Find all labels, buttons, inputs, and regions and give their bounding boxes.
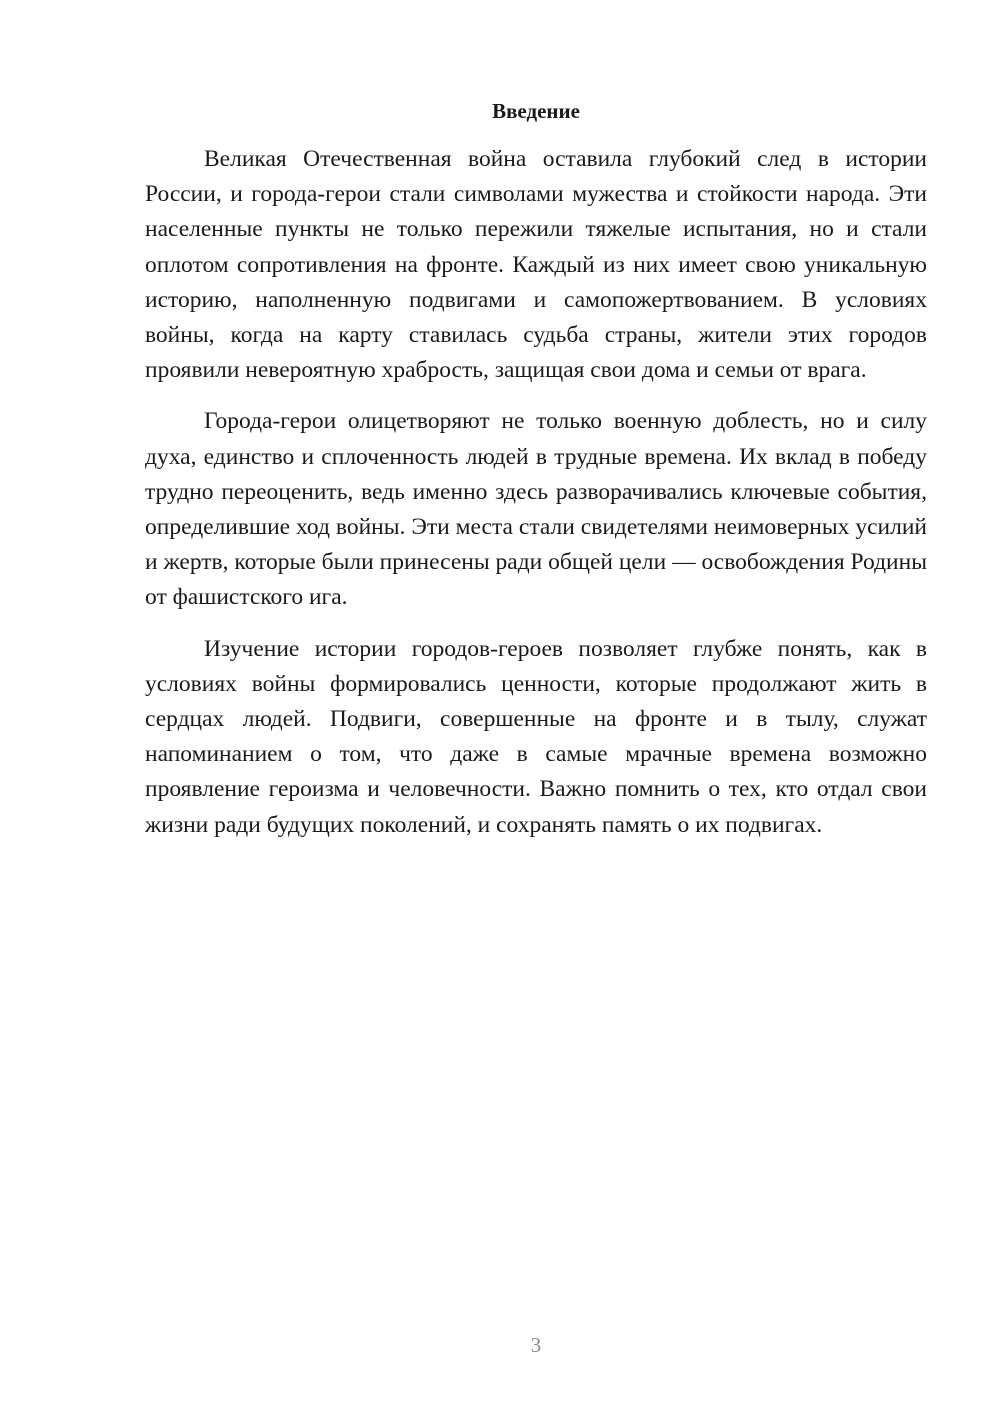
- paragraph-2: Города-герои олицетворяют не только военную доблесть, но и силу духа, единство и сплоченность людей в трудные времена. Их вклад в победу трудно переоценить, ведь именно здесь разворачивались ключевые события, определившие ход войны. Эти места стали свидетелями неимоверных усилий и жертв, которые были принесены ради общей цели — освобождения Родины от фашистского ига.: [145, 408, 927, 611]
- paragraph-3: Изучение истории городов-героев позволяет глубже понять, как в условиях войны формировались ценности, которые продолжают жить в сердцах людей. Подвиги, совершенные на фронте и в тылу, служат напоминанием о том, что даже в самые мрачные времена возможно проявление героизма и человечности. Важно помнить о тех, кто отдал свои жизни ради будущих поколений, и сохранять память о их подвигах.: [145, 635, 927, 838]
- page-number: 3: [530, 1333, 542, 1357]
- document-body: [145, 142, 927, 859]
- page-title: Введение: [492, 99, 580, 123]
- paragraph-1: Великая Отечественная война оставила глубокий след в истории России, и города-герои стали символами мужества и стойкости народа. Эти населенные пункты не только пережили тяжелые испытания, но и стали оплотом сопротивления на фронте. Каждый из них имеет свою уникальную историю, наполненную подвигами и самопожертвованием. В условиях войны, когда на карту ставилась судьба страны, жители этих городов проявили невероятную храбрость, защищая свои дома и семьи от врага.: [145, 146, 927, 384]
